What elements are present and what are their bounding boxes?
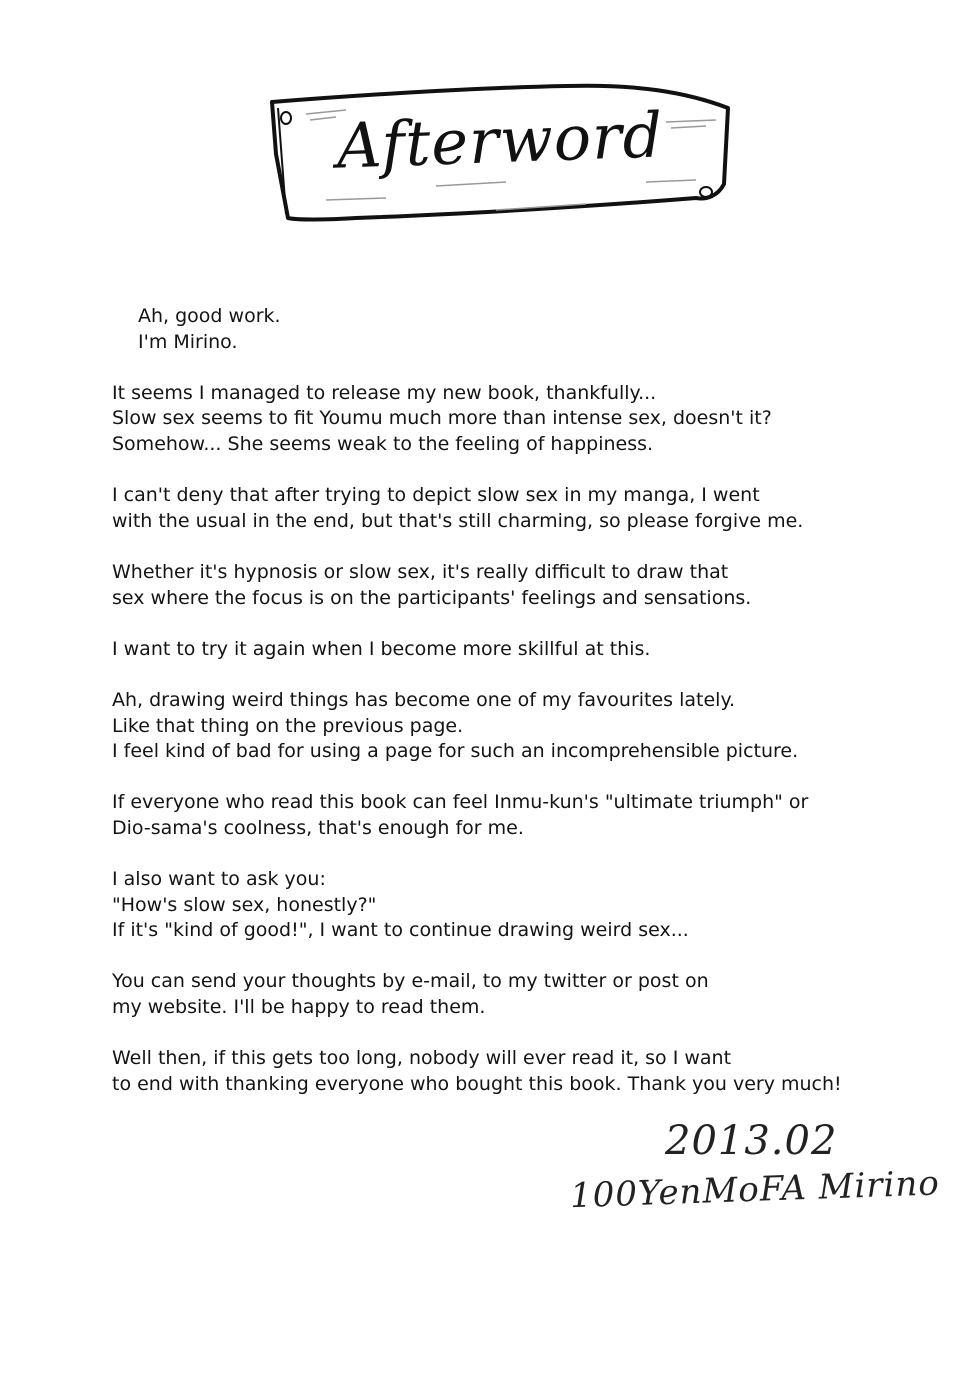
text-line: Like that thing on the previous page. xyxy=(112,714,464,737)
signature-date: 2013.02 xyxy=(665,1118,838,1164)
text-line: Whether it's hypnosis or slow sex, it's really difficult to draw that xyxy=(112,560,729,583)
text-line: Dio-sama's coolness, that's enough for me. xyxy=(112,816,524,839)
text-line: If everyone who read this book can feel Inmu-kun's "ultimate triumph" or xyxy=(112,791,809,814)
paragraph xyxy=(112,867,952,944)
text-line: Slow sex seems to fit Youmu much more than intense sex, doesn't it? xyxy=(112,407,772,430)
text-line: I also want to ask you: xyxy=(112,868,326,891)
paragraph xyxy=(112,483,952,534)
text-line: with the usual in the end, but that's still charming, so please forgive me. xyxy=(112,509,804,532)
text-line: Well then, if this gets too long, nobody will ever read it, so I want xyxy=(112,1047,732,1070)
text-line: It seems I managed to release my new book, thankfully... xyxy=(112,381,657,404)
text-line: I feel kind of bad for using a page for such an incomprehensible picture. xyxy=(112,740,799,763)
text-line: Ah, good work. xyxy=(138,305,281,327)
paragraph xyxy=(112,304,952,355)
text-line: Somehow... She seems weak to the feeling of happiness. xyxy=(112,432,654,455)
text-line: my website. I'll be happy to read them. xyxy=(112,996,486,1019)
paragraph xyxy=(112,637,952,663)
text-line: If it's "kind of good!", I want to continue drawing weird sex... xyxy=(112,919,689,942)
signature-block xyxy=(560,1118,941,1217)
text-line: I want to try it again when I become more skillful at this. xyxy=(112,637,651,660)
text-line: You can send your thoughts by e-mail, to my twitter or post on xyxy=(112,970,709,993)
afterword-body xyxy=(112,304,952,1123)
signature-name: 100YenMoFA Mirino xyxy=(569,1163,941,1217)
paragraph xyxy=(112,688,952,765)
paragraph xyxy=(112,790,952,841)
paragraph xyxy=(112,969,952,1020)
page-title: Afterword xyxy=(335,98,665,183)
text-line: I'm Mirino. xyxy=(138,330,238,353)
title-sign xyxy=(266,74,734,224)
text-line: to end with thanking everyone who bought this book. Thank you very much! xyxy=(112,1072,842,1095)
text-line: I can't deny that after trying to depict slow sex in my manga, I went xyxy=(112,484,760,507)
text-line: sex where the focus is on the participants' feelings and sensations. xyxy=(112,586,752,609)
paragraph xyxy=(112,1046,952,1097)
paragraph xyxy=(112,560,952,611)
text-line: "How's slow sex, honestly?" xyxy=(112,893,377,916)
paragraph xyxy=(112,381,952,458)
text-line: Ah, drawing weird things has become one of my favourites lately. xyxy=(112,688,736,711)
